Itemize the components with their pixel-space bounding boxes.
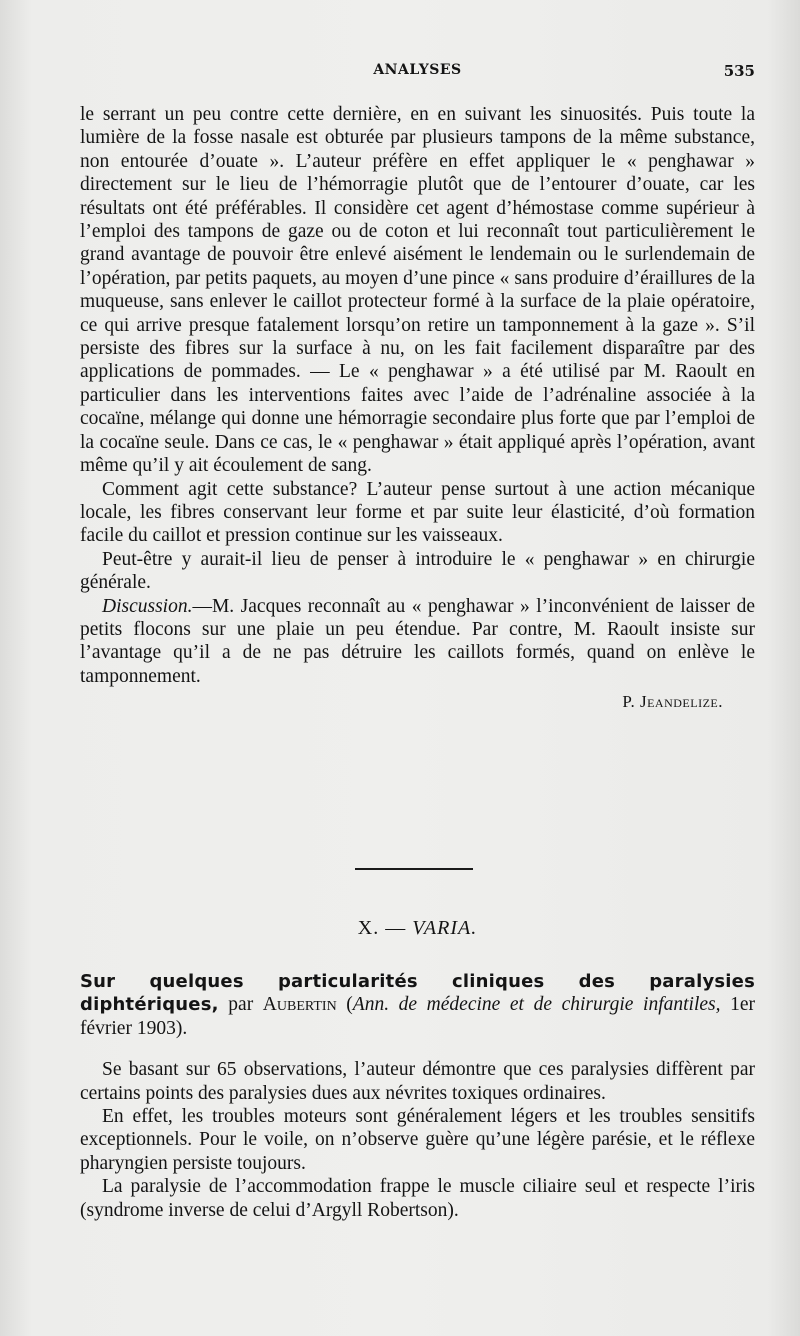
article-header [80,970,755,1040]
paragraph: Comment agit cette substance? L’auteur pense surtout à une action mécanique locale, les fibres conservant leur forme et par suite leur élasticité, d’où formation facile du caillot et pression continue sur les vaisseaux. [80,478,755,547]
article-by: par [218,994,263,1016]
paragraph: le serrant un peu contre cette dernière, en en suivant les sinuosités. Puis toute la lumière de la fosse nasale est obturée par plusieurs tampons de la même substance, non entourée d’ouate ». L’auteur préfère en effet appliquer le « penghawar » directement sur le lieu de l’hémorragie plutôt que de l’entourer d’ouate, car les résultats ont été préférables. Il considère cet agent d’hémostase comme supérieur à l’emploi des tampons de gaze ou de coton et lui reconnaît tout particulièrement le grand avantage de pouvoir être enlevé aisément le lendemain ou le surlendemain de l’opération, par petits paquets, au moyen d’une pince « sans produire d’éraillures de la muqueuse, sans enlever le caillot protecteur formé à la surface de la plaie opératoire, ce qui arrive presque fatalement lorsqu’on retire un tamponnement à la gaze ». S’il persiste des fibres sur la surface à nu, on les fait facilement disparaître par des applications de pommades. — Le « penghawar » a été utilisé par M. Raoult en particulier dans les interventions faites avec l’aide de l’adrénaline associée à la cocaïne, mélange qui donne une hémorragie secondaire plus forte que par l’emploi de la cocaïne seule. Dans ce cas, le « penghawar » était appliqué après l’opération, avant même qu’il y ait écoulement de sang. [80,104,755,477]
running-head: ANALYSES [373,62,462,78]
section-title: VARIA. [412,917,478,939]
abstract-continuation [80,103,755,714]
paragraph: Peut-être y aurait-il lieu de penser à introduire le « penghawar » en chirurgie générale. [80,548,755,594]
discussion-paragraph [80,595,755,689]
article-author: Aubertin [262,994,337,1016]
signature: P. Jeandelize. [622,692,723,712]
paragraph: La paralysie de l’accommodation frappe le muscle ciliaire seul et respecte l’iris (syndrome inverse de celui d’Argyll Robertson). [80,1176,755,1221]
article-journal: Ann. de médecine et de chirurgie infantiles, [352,994,721,1016]
discussion-text: —M. Jacques reconnaît au « penghawar » l’inconvénient de laisser de petits flocons sur une plaie un peu étendue. Par contre, M. Raoult insiste sur l’avantage qu’il a de ne pas détruire les caillots formés, quand on enlève le tamponnement. [80,595,755,687]
article [80,970,755,1222]
section-number: X. — [357,917,413,939]
article-source-open: ( [336,994,353,1016]
article-title: Sur quelques particularités cliniques des paralysies diphtériques, [80,971,755,1016]
page-header [80,62,755,86]
paragraph: Se basant sur 65 observations, l’auteur démontre que ces paralysies diffèrent par certains points des paralysies dues aux névrites toxiques ordinaires. [80,1059,755,1104]
section-heading [80,917,755,940]
paragraph: En effet, les troubles moteurs sont généralement légers et les troubles sensitifs exceptionnels. Pour le voile, on n’observe guère qu’une légère parésie, et le réflexe pharyngien persiste toujours. [80,1106,755,1174]
page-number: 535 [723,62,755,80]
discussion-label: Discussion. [102,595,193,617]
section-divider [355,868,473,870]
article-date: 1er février 1903). [80,994,755,1039]
